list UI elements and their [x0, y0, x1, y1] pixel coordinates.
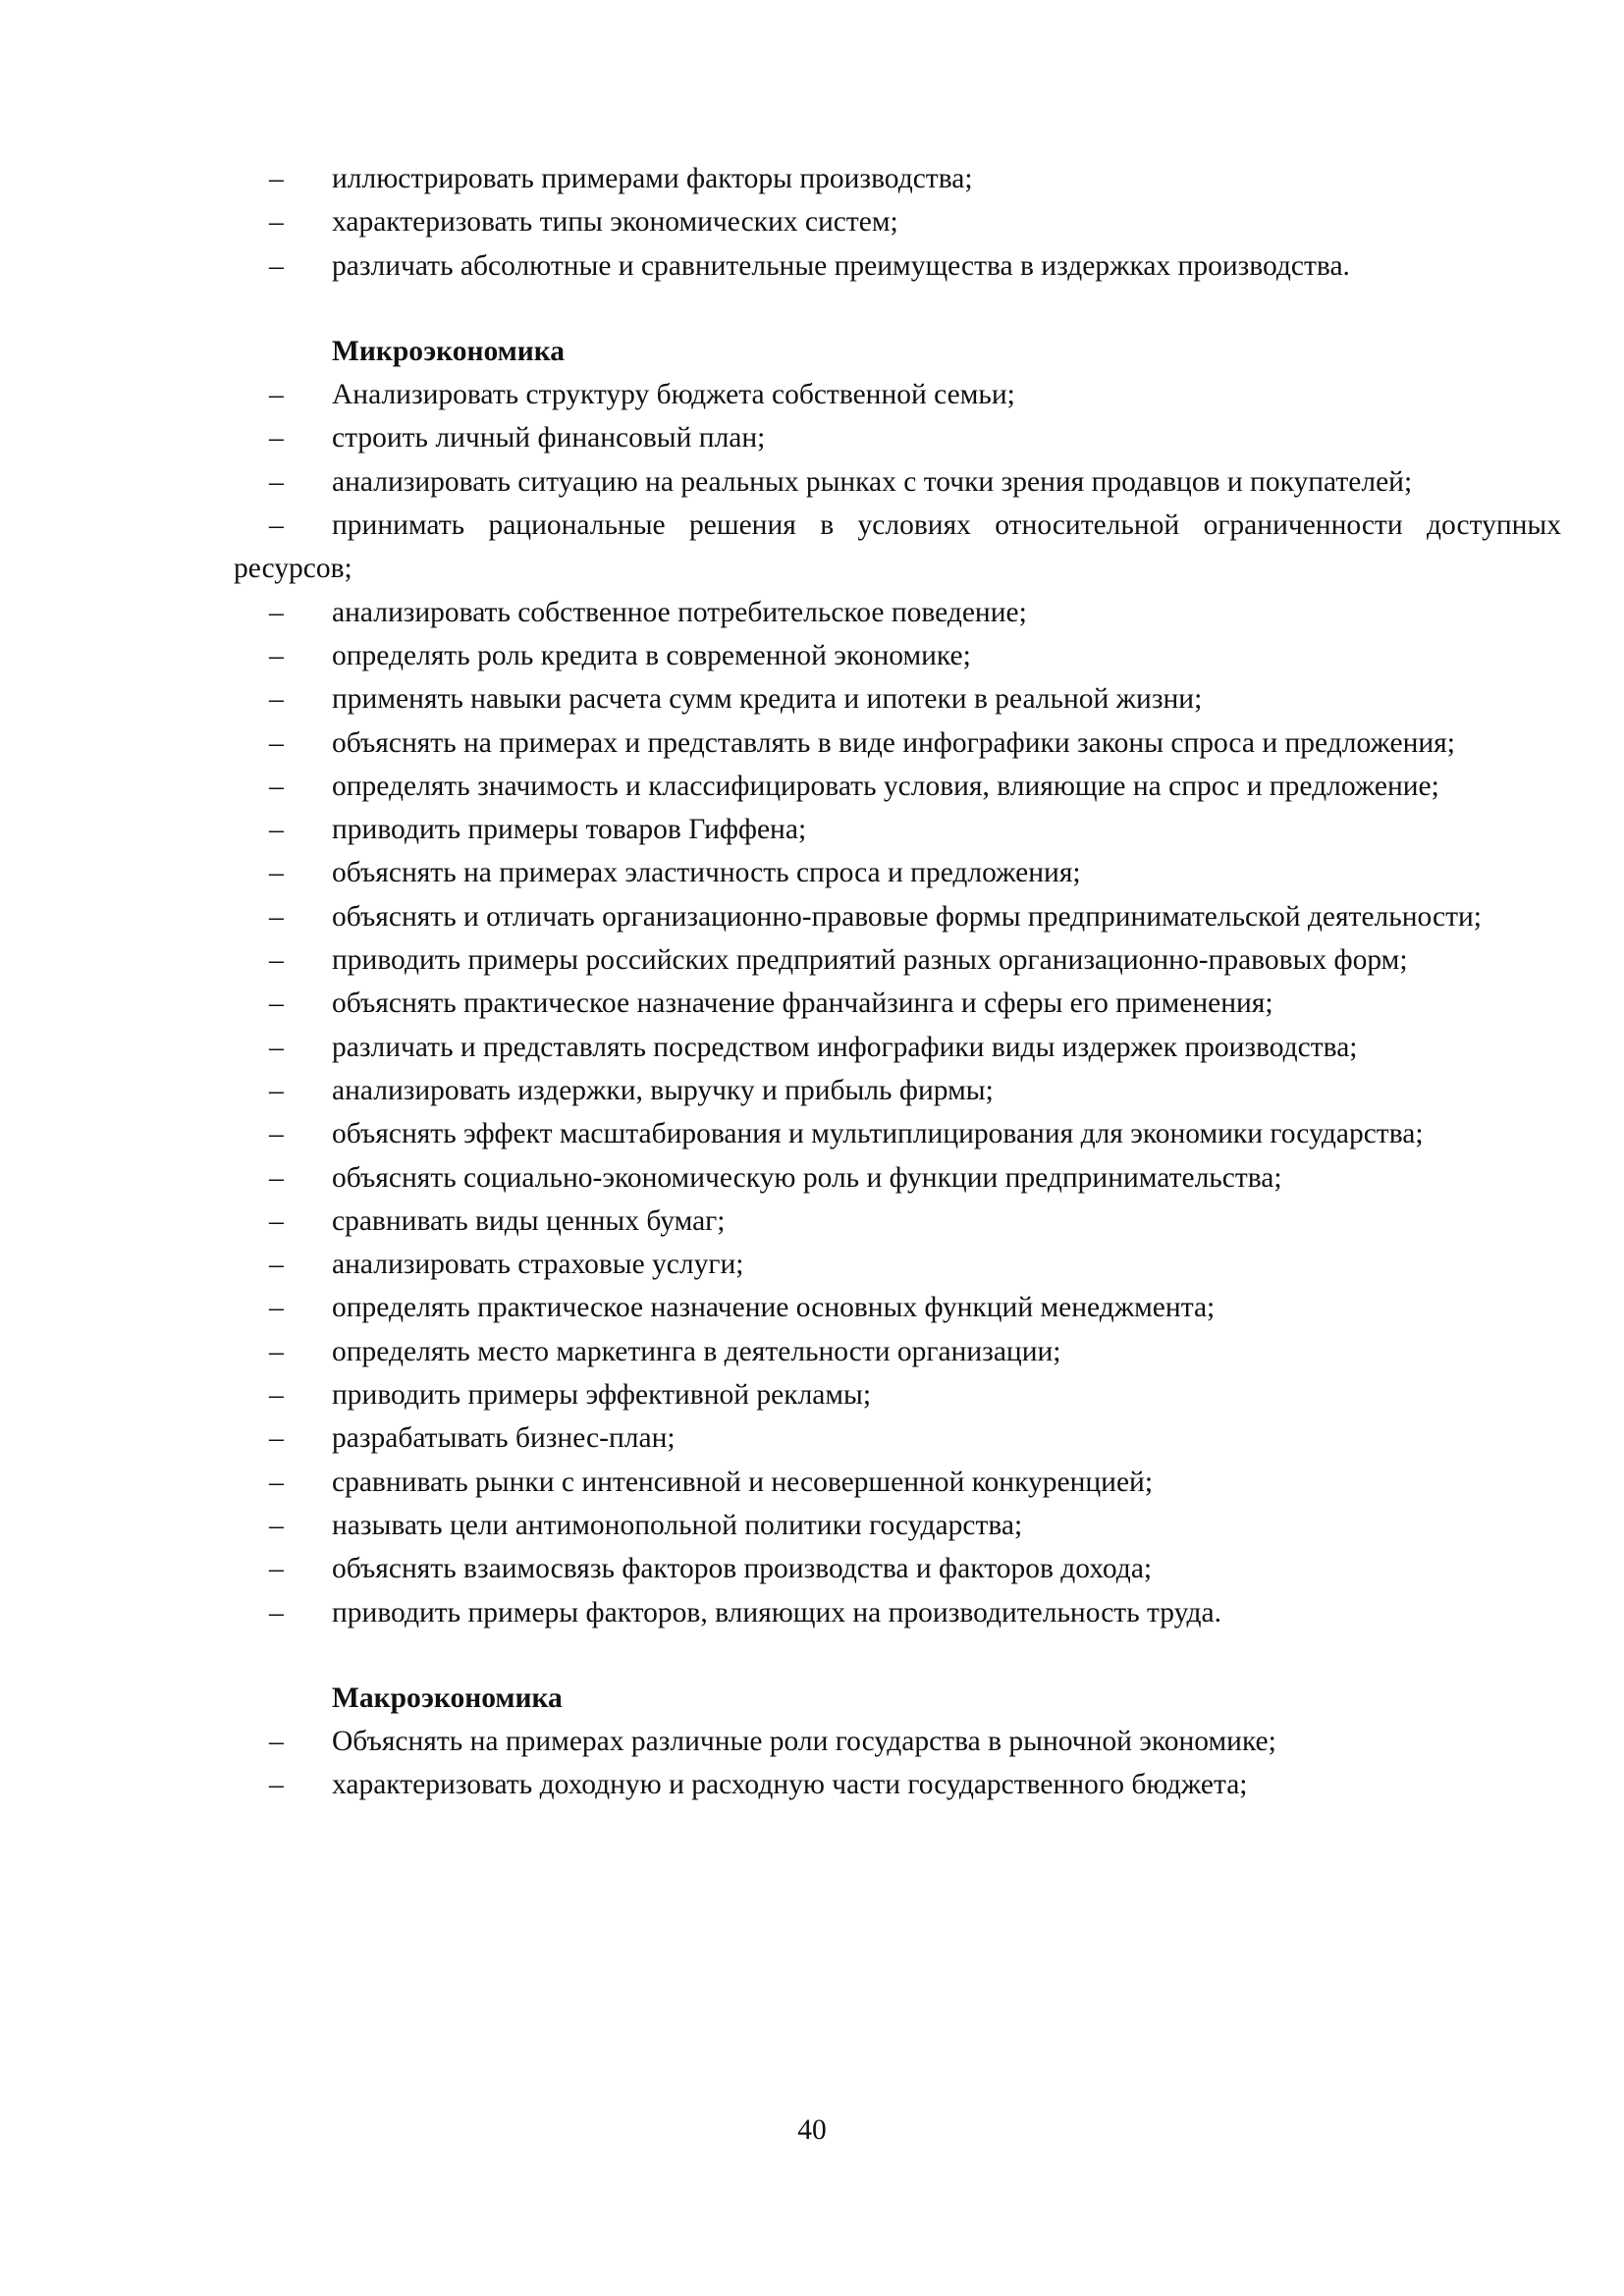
list-item: – строить личный финансовый план;	[234, 416, 1561, 459]
dash-bullet: –	[269, 1553, 284, 1585]
list-item: – объяснять и отличать организационно-правовые формы предпринимательской деятельности;	[234, 895, 1561, 938]
dash-bullet: –	[269, 1466, 284, 1498]
dash-bullet: –	[269, 1726, 284, 1758]
list-item: – принимать рациональные решения в условиях относительной ограниченности доступных ресурсов;	[234, 504, 1561, 591]
list-item: – объяснять социально-экономическую роль и функции предпринимательства;	[234, 1156, 1561, 1200]
list-item: – объяснять практическое назначение франчайзинга и сферы его применения;	[234, 982, 1561, 1025]
list-item: – объяснять на примерах эластичность спроса и предложения;	[234, 851, 1561, 894]
dash-bullet: –	[269, 683, 284, 716]
page-content	[234, 157, 1561, 1807]
dash-bullet: –	[269, 163, 284, 194]
section-heading-macro: Макроэкономика	[332, 1682, 563, 1714]
dash-bullet: –	[269, 1422, 284, 1455]
list-item: – анализировать ситуацию на реальных рынках с точки зрения продавцов и покупателей;	[234, 460, 1561, 504]
list-item: – приводить примеры эффективной рекламы;	[234, 1373, 1561, 1416]
list-item: – характеризовать типы экономических систем;	[234, 200, 1561, 243]
dash-bullet: –	[269, 1204, 284, 1237]
list-item: – определять практическое назначение основных функций менеджмента;	[234, 1286, 1561, 1329]
dash-bullet: –	[269, 1161, 284, 1194]
dash-bullet: –	[269, 639, 284, 671]
list-item: – сравнивать виды ценных бумаг;	[234, 1200, 1561, 1243]
list-item: – анализировать собственное потребительское поведение;	[234, 591, 1561, 634]
dash-bullet: –	[269, 1292, 284, 1324]
dash-bullet: –	[269, 379, 284, 411]
list-item: – анализировать страховые услуги;	[234, 1243, 1561, 1286]
dash-bullet: –	[269, 1074, 284, 1106]
list-item: – объяснять эффект масштабирования и мультиплицирования для экономики государства;	[234, 1112, 1561, 1155]
dash-bullet: –	[269, 944, 284, 977]
list-item: – объяснять на примерах и представлять в виде инфографики законы спроса и предложения;	[234, 721, 1561, 765]
page-number: 40	[797, 2114, 827, 2146]
dash-bullet: –	[269, 1031, 284, 1063]
dash-bullet: –	[269, 206, 284, 239]
dash-bullet: –	[269, 1379, 284, 1412]
dash-bullet: –	[269, 1769, 284, 1801]
dash-bullet: –	[269, 770, 284, 802]
list-item: – Анализировать структуру бюджета собственной семьи;	[234, 373, 1561, 416]
list-item: – различать и представлять посредством инфографики виды издержек производства;	[234, 1026, 1561, 1069]
dash-bullet: –	[269, 900, 284, 933]
list-item: – определять значимость и классифицировать условия, влияющие на спрос и предложение;	[234, 765, 1561, 808]
list-item: – различать абсолютные и сравнительные преимущества в издержках производства.	[234, 244, 1561, 288]
micro-list	[234, 373, 1561, 1634]
dash-bullet: –	[269, 1249, 284, 1281]
intro-list	[234, 157, 1561, 288]
dash-bullet: –	[269, 249, 284, 282]
list-item: – определять место маркетинга в деятельности организации;	[234, 1330, 1561, 1373]
section-gap	[234, 1634, 1561, 1677]
dash-bullet: –	[269, 726, 284, 759]
dash-bullet: –	[269, 596, 284, 628]
list-item: – характеризовать доходную и расходную части государственного бюджета;	[234, 1763, 1561, 1806]
dash-bullet: –	[269, 814, 284, 846]
dash-bullet: –	[269, 422, 284, 454]
list-item: – анализировать издержки, выручку и прибыль фирмы;	[234, 1069, 1561, 1112]
list-item: – разрабатывать бизнес-план;	[234, 1416, 1561, 1460]
list-item: – приводить примеры российских предприятий разных организационно-правовых форм;	[234, 938, 1561, 982]
dash-bullet: –	[269, 988, 284, 1020]
list-item: – применять навыки расчета сумм кредита и ипотеки в реальной жизни;	[234, 677, 1561, 721]
dash-bullet: –	[269, 1335, 284, 1367]
dash-bullet: –	[269, 1596, 284, 1629]
section-heading-micro: Микроэкономика	[332, 335, 566, 367]
dash-bullet: –	[269, 509, 284, 542]
dash-bullet: –	[269, 857, 284, 889]
list-item: – Объяснять на примерах различные роли государства в рыночной экономике;	[234, 1720, 1561, 1763]
list-item: – определять роль кредита в современной экономике;	[234, 634, 1561, 677]
dash-bullet: –	[269, 1118, 284, 1150]
list-item: – иллюстрировать примерами факторы производства;	[234, 157, 1561, 200]
list-item: – приводить примеры товаров Гиффена;	[234, 808, 1561, 851]
section-gap	[234, 288, 1561, 330]
list-item: – называть цели антимонопольной политики государства;	[234, 1504, 1561, 1547]
list-item: – объяснять взаимосвязь факторов производства и факторов дохода;	[234, 1547, 1561, 1590]
dash-bullet: –	[269, 465, 284, 498]
list-item: – приводить примеры факторов, влияющих на производительность труда.	[234, 1591, 1561, 1634]
macro-list	[234, 1720, 1561, 1807]
dash-bullet: –	[269, 1509, 284, 1541]
list-item: – сравнивать рынки с интенсивной и несовершенной конкуренцией;	[234, 1461, 1561, 1504]
